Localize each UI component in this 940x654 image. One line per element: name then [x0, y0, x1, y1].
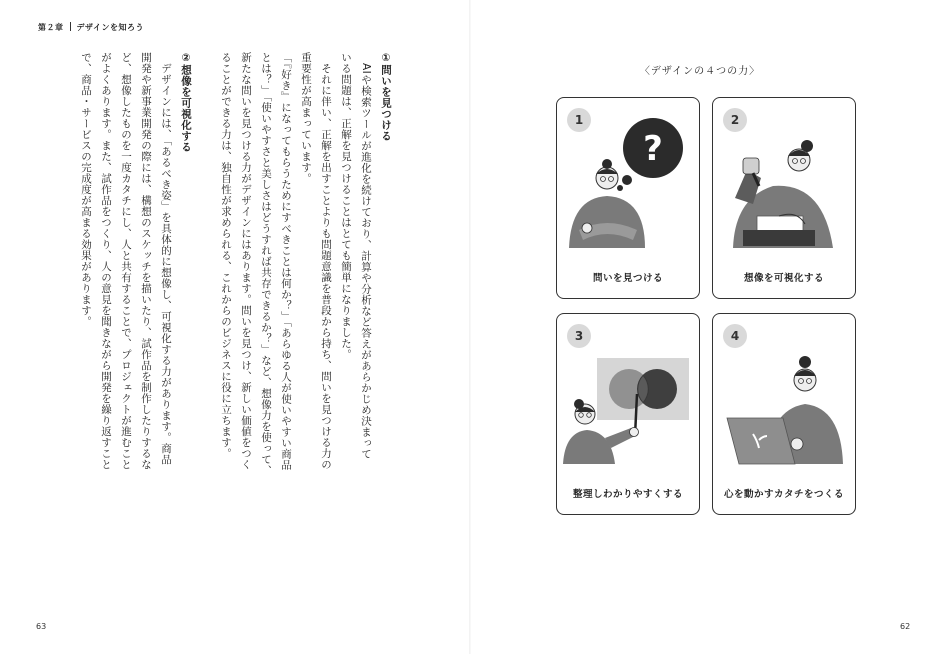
svg-text:?: ? — [643, 129, 663, 169]
paragraph-spacer — [196, 52, 216, 542]
gutter — [469, 0, 471, 654]
card-number: 4 — [723, 324, 747, 348]
presenting-person-illustration — [557, 314, 699, 514]
body-line: それに伴い、正解を出すことよりも問題意識を普段から持ち、問いを見つける力の — [320, 52, 332, 470]
chapter-number: 第２章 — [38, 23, 64, 32]
card-label: 想像を可視化する — [743, 273, 824, 284]
card-number: 2 — [723, 108, 747, 132]
body-line: デザインには、「あるべき姿」を具体的に想像し、可視化する力があります。商品 — [160, 52, 172, 465]
header-divider — [70, 22, 71, 31]
body-text — [76, 52, 396, 542]
body-line: ど、想像したものを一度カタチにし、人と共有することで、プロジェクトが進むこと — [120, 52, 132, 470]
card-label: 整理しわかりやすくする — [572, 489, 683, 500]
sketching-person-illustration — [713, 98, 855, 298]
card-label: 問いを見つける — [592, 273, 663, 284]
laptop-person-illustration — [713, 314, 855, 514]
chapter-title: デザインを知ろう — [76, 23, 144, 32]
card-label: 心を動かすカタチをつくる — [724, 489, 844, 500]
body-line: 「『好き』になってもらうためにすべきことは何か？」「あらゆる人が使いやすい商品 — [280, 52, 292, 471]
body-line: 新たな問いを見つける力がデザインにはあります。問いを見つけ、新しい価値をつく — [240, 52, 252, 470]
card-organize — [556, 313, 700, 515]
figure-title: 〈デザインの４つの力〉 — [639, 66, 761, 77]
body-line: 重要性が高まっています。 — [300, 52, 312, 184]
card-inspire — [712, 313, 856, 515]
card-number: 3 — [567, 324, 591, 348]
heading-find-questions: ①問いを見つける — [380, 52, 392, 142]
body-line: で、商品・サービスの完成度が高まる効果があります。 — [80, 52, 92, 327]
running-header — [38, 22, 144, 33]
body-line: 開発や新事業開発の際には、構想のスケッチを描いたり、試作品を制作したりするな — [140, 52, 152, 470]
body-line: とは？」「使いやすさと美しさはどうすれば共存できるか？」など、想像力を使って、 — [260, 52, 272, 476]
body-line: いる問題は、正解を見つけることはとても簡単になりました。 — [340, 52, 352, 360]
card-visualize — [712, 97, 856, 299]
body-line: AIや検索ツールが進化を続けており、計算や分析など答えがあらかじめ決まって — [360, 52, 372, 460]
thinking-person-illustration — [557, 98, 699, 298]
page-number-left: 63 — [36, 622, 47, 631]
card-find-questions — [556, 97, 700, 299]
card-number: 1 — [567, 108, 591, 132]
body-line: ることができる力は、独自性が求められる、これからのビジネスに役に立ちます。 — [220, 52, 232, 459]
page-number-right: 62 — [900, 622, 911, 631]
body-line: がよくあります。また、試作品をつくり、人の意見を聞きながら開発を繰り返すこと — [100, 52, 112, 470]
heading-visualize: ②想像を可視化する — [180, 52, 192, 153]
